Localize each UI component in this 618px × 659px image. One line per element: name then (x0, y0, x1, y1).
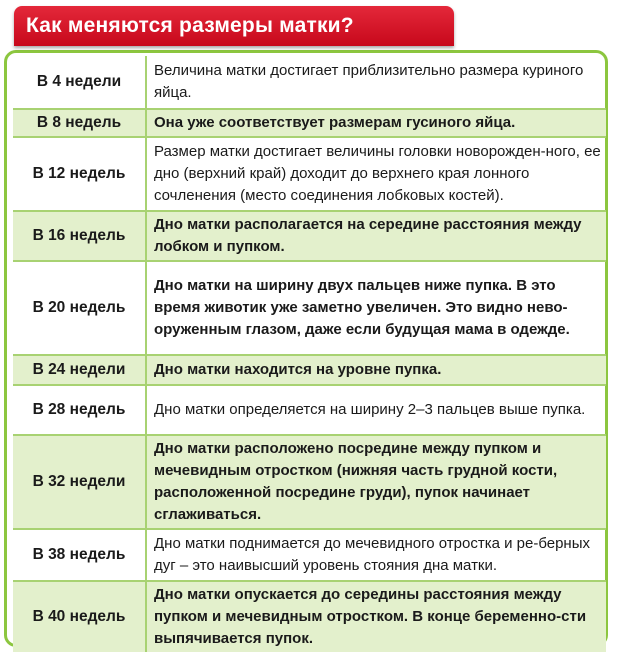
week-cell: В 8 недель (13, 110, 147, 136)
description-cell: Дно матки располагается на середине расстояния между лобком и пупком. (154, 215, 582, 255)
description-cell: Дно матки на ширину двух пальцев ниже пупка. В это время животик уже заметно увеличен. Это видно нево-оруженным глазом, даже если будущая мама в одежде. (154, 276, 570, 338)
week-cell: В 12 недель (13, 138, 147, 210)
title-banner (14, 6, 454, 46)
week-cell: В 32 недели (13, 436, 147, 528)
week-cell: В 40 недель (13, 582, 147, 652)
week-cell: В 16 недель (13, 212, 147, 260)
table-row (13, 354, 606, 384)
description-cell: Дно матки опускается до середины расстояния между пупком и мечевидным отростком. В конце беременно-сти выпячивается пупок. (154, 585, 587, 647)
week-cell: В 38 недель (13, 530, 147, 580)
page-title: Как меняются размеры матки? (26, 14, 354, 37)
description-cell: Дно матки находится на уровне пупка. (154, 360, 442, 378)
description-cell: Дно матки определяется на ширину 2–3 пальцев выше пупка. (154, 400, 586, 418)
description-cell: Величина матки достигает приблизительно размера куриного яйца. (154, 61, 584, 101)
week-cell: В 24 недели (13, 356, 147, 384)
table-row (13, 108, 606, 136)
table-row (13, 434, 606, 528)
table-row (13, 210, 606, 260)
week-cell: В 28 недель (13, 386, 147, 434)
size-table (13, 56, 606, 652)
table-row (13, 528, 606, 580)
description-cell: Дно матки поднимается до мечевидного отростка и ре-берных дуг – это наивысший уровень стояния дна матки. (154, 534, 590, 574)
table-row (13, 260, 606, 354)
table-row (13, 136, 606, 210)
week-cell: В 4 недели (13, 56, 147, 108)
table-row (13, 56, 606, 108)
table-row (13, 580, 606, 652)
week-cell: В 20 недель (13, 262, 147, 354)
description-cell: Она уже соответствует размерам гусиного яйца. (154, 113, 516, 131)
table-row (13, 384, 606, 434)
description-cell: Дно матки расположено посредине между пупком и мечевидным отростком (нижняя часть грудной кости, расположенной посредине груди), пупок начинает сглаживаться. (154, 439, 558, 523)
description-cell: Размер матки достигает величины головки новорожден-ного, ее дно (верхний край) доходит до верхнего края лонного сочленения (место соединения лобковых костей). (154, 142, 601, 204)
